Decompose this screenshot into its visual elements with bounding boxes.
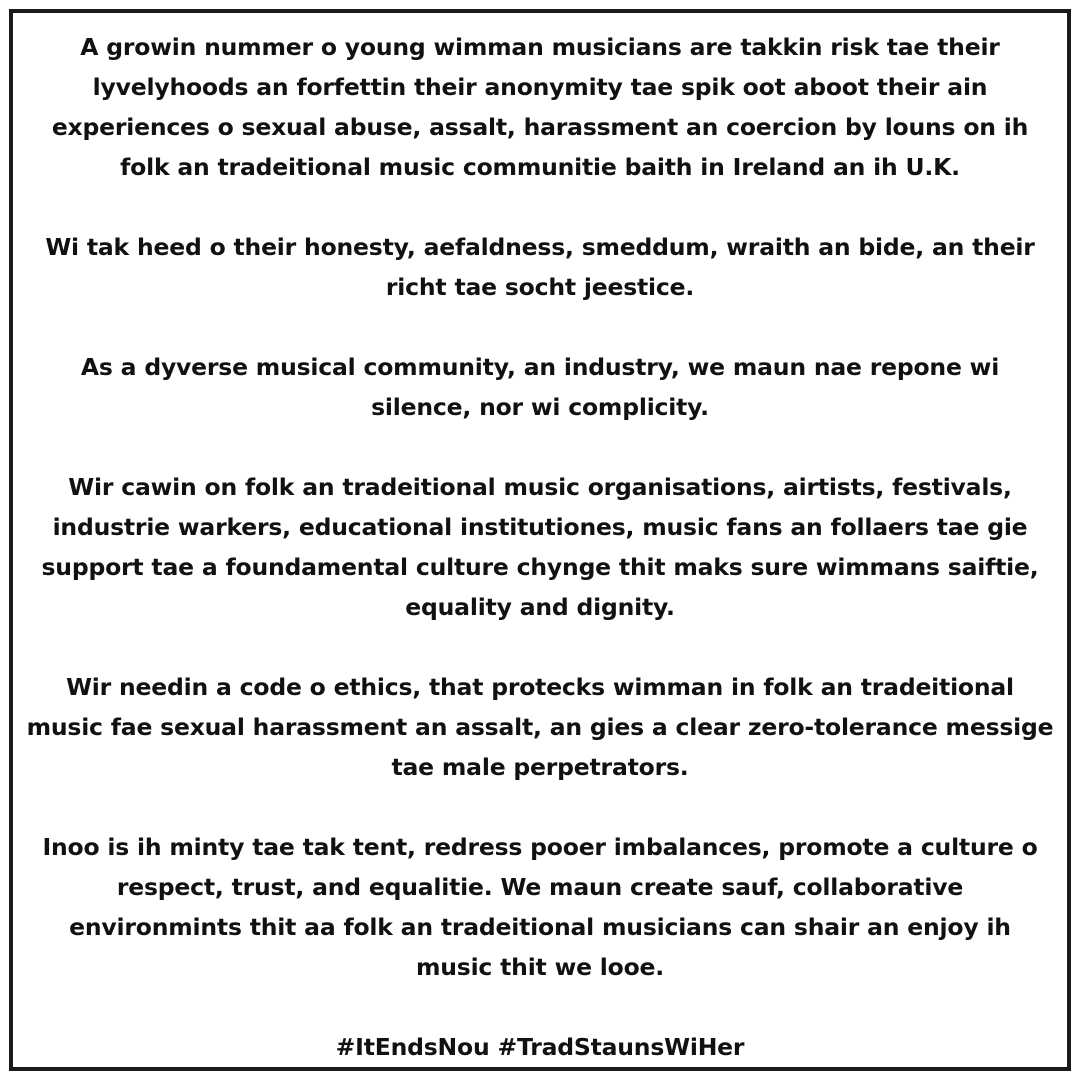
paragraph-conclusion: [13, 827, 1067, 987]
text-line: A growin nummer o young wimman musicians are takkin risk tae their: [80, 33, 1000, 61]
text-line: Wir cawin on folk an tradeitional music organisations, airtists, festivals,: [68, 473, 1012, 501]
text-line: tae male perpetrators.: [391, 753, 689, 781]
paragraph-call-to-action: [13, 467, 1067, 627]
text-line: richt tae socht jeestice.: [385, 273, 695, 301]
text-line: Inoo is ih minty tae tak tent, redress pooer imbalances, promote a culture o: [42, 833, 1038, 861]
text-line: music thit we looe.: [415, 953, 665, 981]
text-line: folk an tradeitional music communitie baith in Ireland an ih U.K.: [120, 153, 960, 181]
paragraph-acknowledgement: [13, 227, 1067, 307]
text-line: Wi tak heed o their honesty, aefaldness, smeddum, wraith an bide, an their: [45, 233, 1035, 261]
text-line: support tae a foundamental culture chynge thit maks sure wimmans saiftie,: [41, 553, 1039, 581]
paragraph-code-of-ethics: [13, 667, 1067, 787]
text-line: As a dyverse musical community, an industry, we maun nae repone wi: [80, 353, 1000, 381]
text-line: equality and dignity.: [405, 593, 675, 621]
text-line: Wir needin a code o ethics, that protecks wimman in folk an tradeitional: [66, 673, 1014, 701]
paragraph-intro: [13, 27, 1067, 187]
text-line: experiences o sexual abuse, assalt, harassment an coercion by louns on ih: [51, 113, 1029, 141]
text-line: music fae sexual harassment an assalt, an gies a clear zero-tolerance messige: [26, 713, 1054, 741]
hashtag-line: #ItEndsNou #TradStaunsWiHer: [335, 1033, 745, 1061]
text-line: industrie warkers, educational institutiones, music fans an follaers tae gie: [52, 513, 1028, 541]
text-line: lyvelyhoods an forfettin their anonymity tae spik oot aboot their ain: [92, 73, 988, 101]
text-line: silence, nor wi complicity.: [371, 393, 709, 421]
hashtags: [13, 1027, 1067, 1067]
text-line: environmints thit aa folk an tradeitional musicians can shair an enjoy ih: [69, 913, 1011, 941]
paragraph-community: [13, 347, 1067, 427]
text-line: respect, trust, and equalitie. We maun create sauf, collaborative: [116, 873, 964, 901]
statement-text: [13, 27, 1067, 1067]
